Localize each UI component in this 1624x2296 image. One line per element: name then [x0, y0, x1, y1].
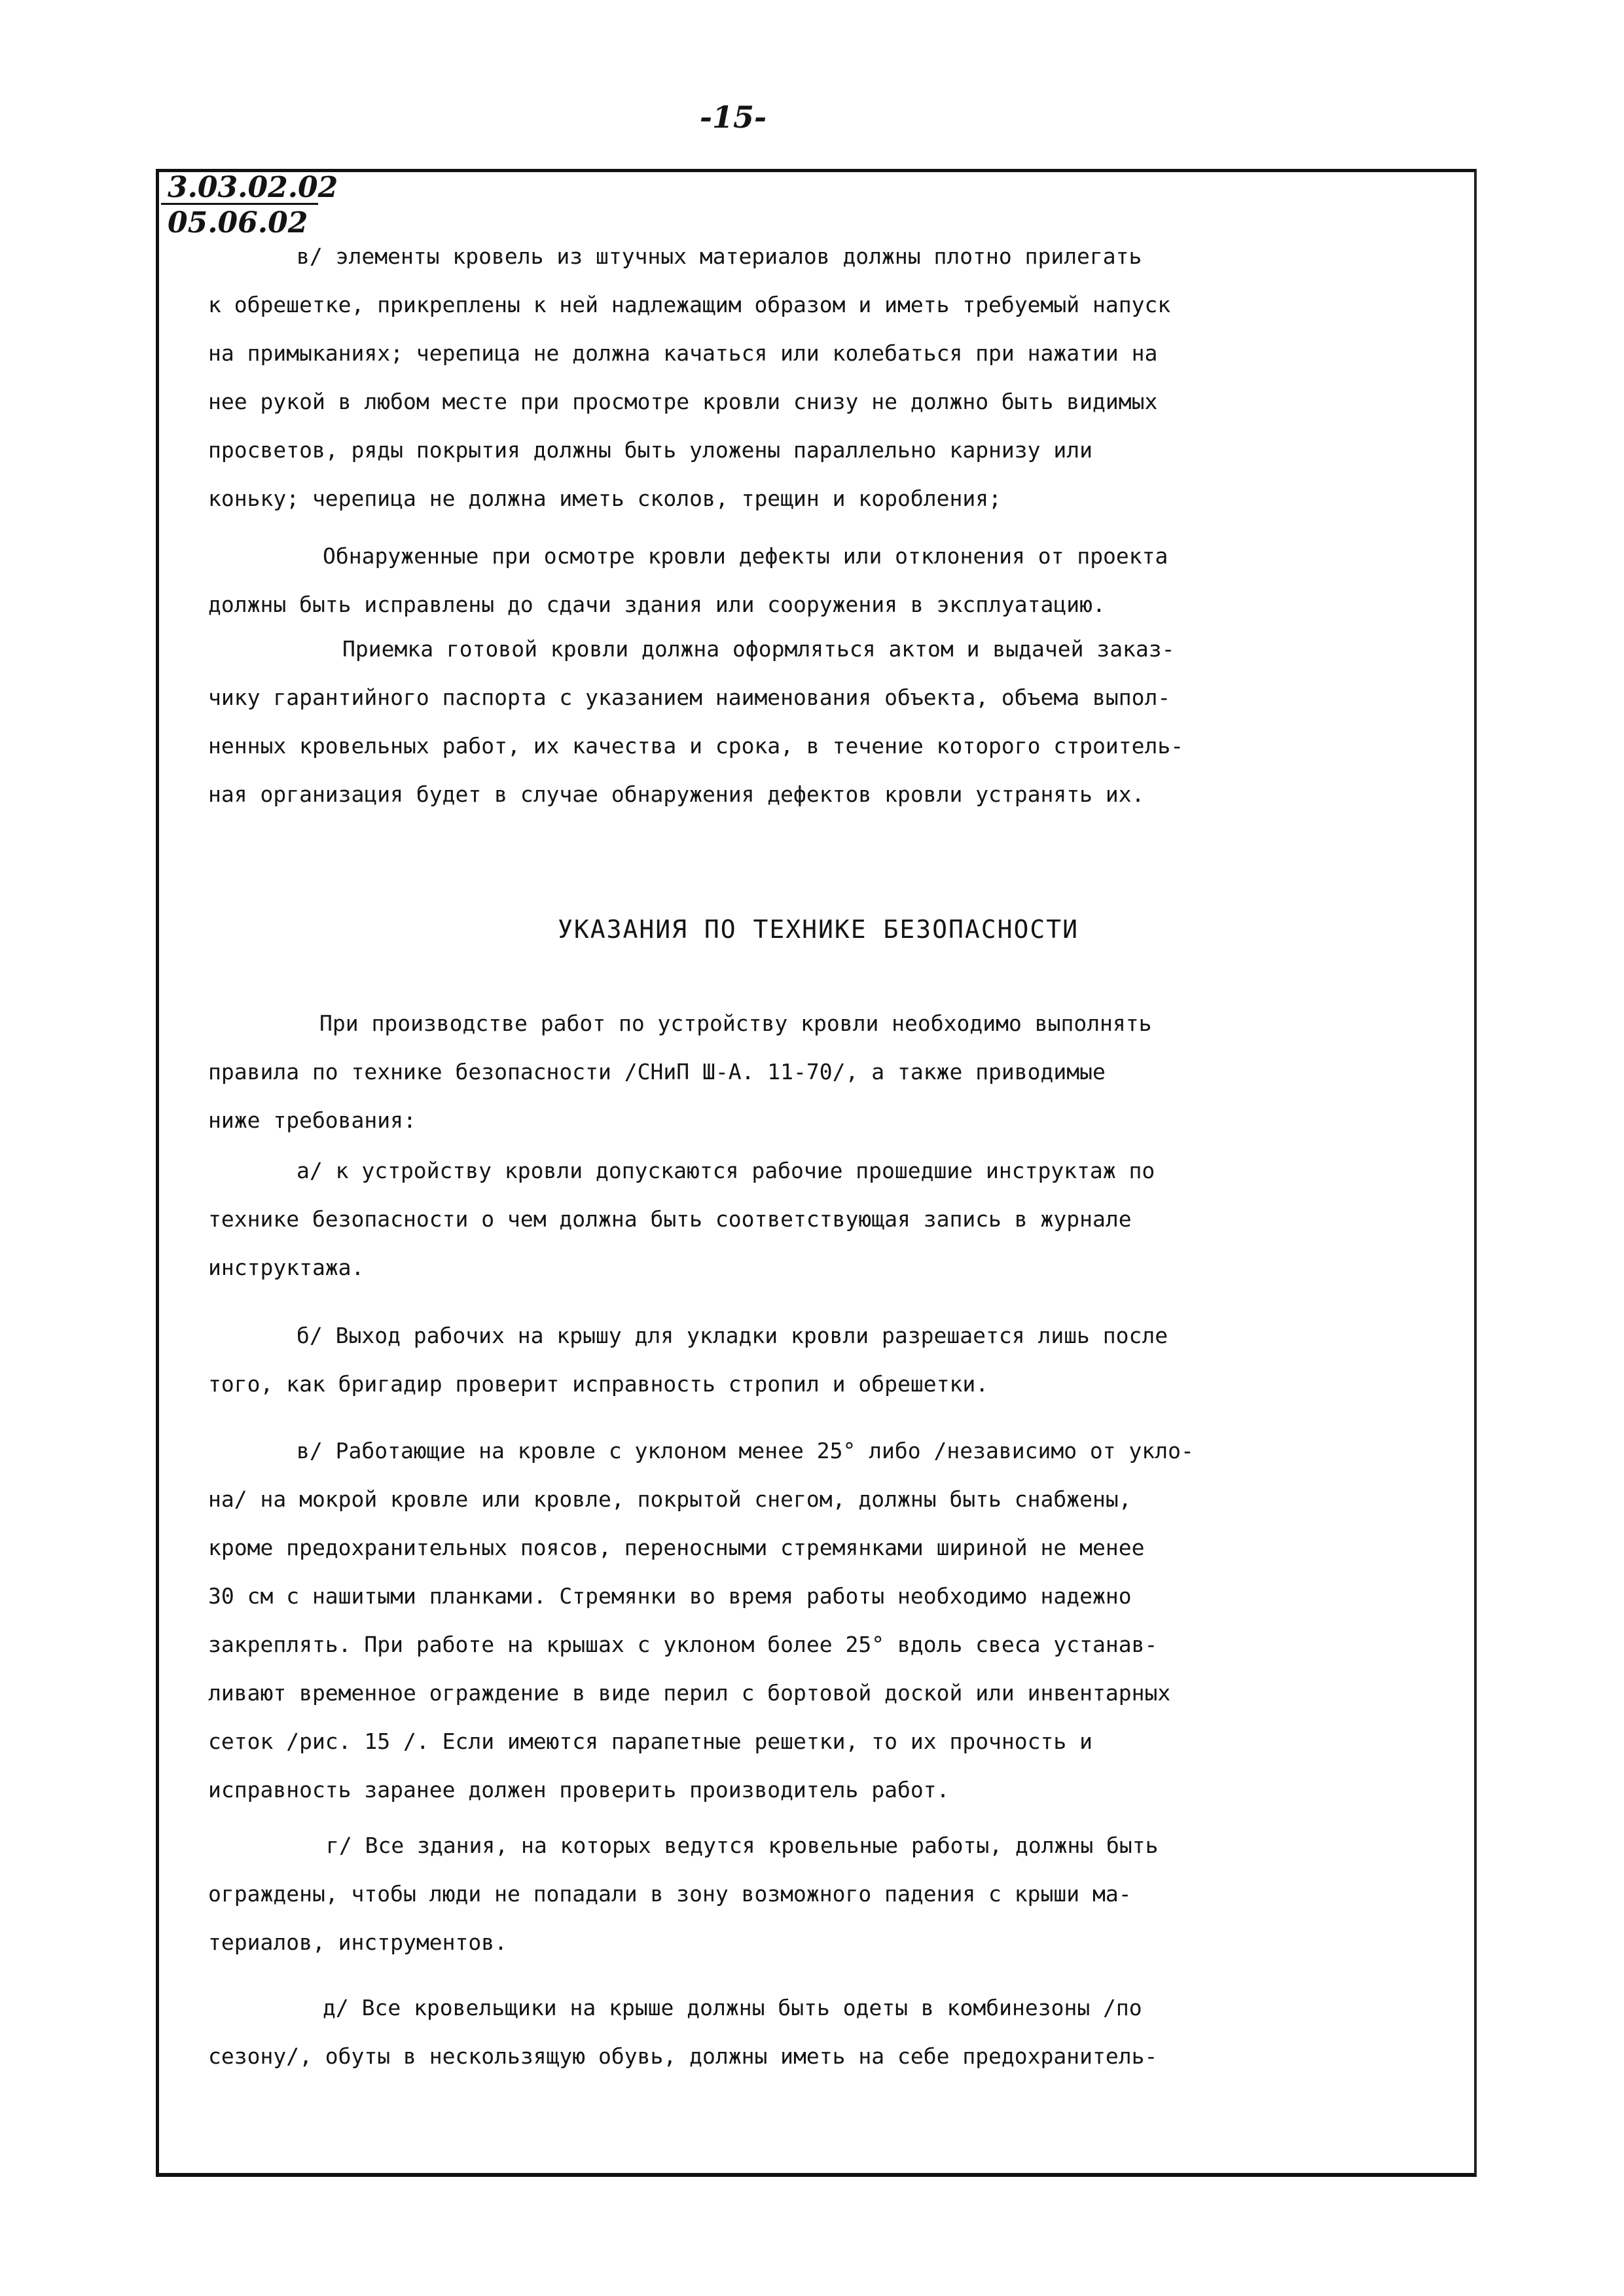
text-line: правила по технике безопасности /СНиП Ш-А. 11-70/, а также приводимые [208, 1059, 1106, 1085]
text-line: ненных кровельных работ, их качества и срока, в течение которого строитель- [208, 733, 1184, 759]
text-line: к обрешетке, прикреплены к ней надлежащим образом и иметь требуемый напуск [208, 292, 1171, 317]
page-number: -15- [699, 99, 767, 135]
text-line: должны быть исправлены до сдачи здания или сооружения в эксплуатацию. [208, 592, 1106, 617]
text-line: 30 см с нашитыми планками. Стремянки во время работы необходимо надежно [208, 1583, 1132, 1609]
text-line: Приемка готовой кровли должна оформляться актом и выдачей заказ- [342, 636, 1175, 662]
text-line: д/ Все кровельщики на крыше должны быть одеты в комбинезоны /по [323, 1995, 1142, 2020]
stamp-code-2: 05.06.02 [168, 206, 308, 240]
text-line: нее рукой в любом месте при просмотре кровли снизу не должно быть видимых [208, 389, 1158, 414]
text-line: на/ на мокрой кровле или кровле, покрытой снегом, должны быть снабжены, [208, 1486, 1132, 1512]
text-line: При производстве работ по устройству кровли необходимо выполнять [319, 1011, 1152, 1036]
text-line: а/ к устройству кровли допускаются рабочие прошедшие инструктаж по [297, 1158, 1155, 1183]
text-line: закреплять. При работе на крышах с уклоном более 25° вдоль свеса устанав- [208, 1632, 1158, 1657]
paragraph-item-a [208, 1147, 1452, 1292]
stamp-code-1: 3.03.02.02 [168, 171, 338, 204]
section-heading: УКАЗАНИЯ ПО ТЕХНИКЕ БЕЗОПАСНОСТИ [557, 915, 1079, 944]
paragraph-intro [208, 999, 1452, 1145]
text-line: ливают временное ограждение в виде перил с бортовой доской или инвентарных [208, 1680, 1171, 1706]
text-line: Обнаруженные при осмотре кровли дефекты или отклонения от проекта [323, 543, 1168, 569]
text-line: б/ Выход рабочих на крышу для укладки кровли разрешается лишь после [297, 1323, 1168, 1348]
paragraph-defects [208, 532, 1452, 629]
text-line: инструктажа. [208, 1255, 365, 1280]
paragraph-item-b [208, 1312, 1452, 1408]
text-line: кроме предохранительных поясов, переносными стремянками шириной не менее [208, 1535, 1145, 1560]
text-line: сеток /рис. 15 /. Если имеются парапетные решетки, то их прочность и [208, 1729, 1093, 1754]
text-line: исправность заранее должен проверить производитель работ. [208, 1777, 950, 1803]
stamp-divider [161, 203, 318, 205]
paragraph-item-v [208, 1427, 1452, 1814]
text-line: на примыканиях; черепица не должна качаться или колебаться при нажатии на [208, 340, 1158, 366]
text-line: чику гарантийного паспорта с указанием наименования объекта, объема выпол- [208, 685, 1171, 710]
paragraph-item-g [208, 1821, 1452, 1967]
paragraph-acceptance [208, 625, 1452, 819]
text-line: в/ Работающие на кровле с уклоном менее 25° либо /независимо от укло- [297, 1438, 1194, 1463]
text-line: ниже требования: [208, 1107, 416, 1133]
text-line: ная организация будет в случае обнаружения дефектов кровли устранять их. [208, 781, 1145, 807]
text-line: г/ Все здания, на которых ведутся кровельные работы, должны быть [326, 1833, 1159, 1858]
text-line: просветов, ряды покрытия должны быть уложены параллельно карнизу или [208, 437, 1093, 463]
paragraph-roof-elements [208, 232, 1452, 523]
text-line: териалов, инструментов. [208, 1929, 507, 1955]
text-line: сезону/, обуты в нескользящую обувь, должны иметь на себе предохранитель- [208, 2043, 1158, 2069]
text-line: в/ элементы кровель из штучных материалов должны плотно прилегать [297, 243, 1142, 269]
text-line: технике безопасности о чем должна быть соответствующая запись в журнале [208, 1206, 1132, 1232]
paragraph-item-d [208, 1984, 1452, 2081]
text-line: того, как бригадир проверит исправность стропил и обрешетки. [208, 1371, 989, 1397]
text-line: коньку; черепица не должна иметь сколов, трещин и коробления; [208, 486, 1001, 511]
text-line: ограждены, чтобы люди не попадали в зону возможного падения с крыши ма- [208, 1881, 1132, 1907]
